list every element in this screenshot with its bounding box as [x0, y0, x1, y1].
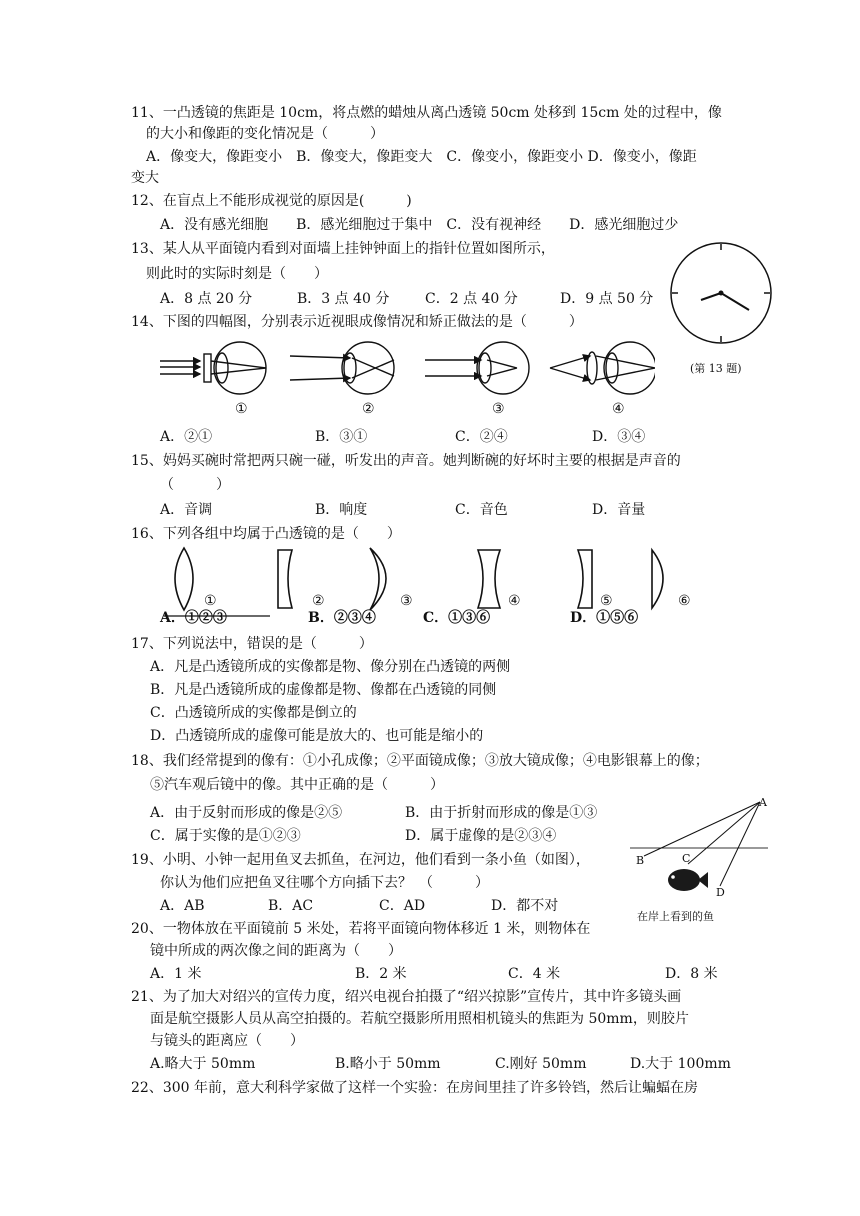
q17-stem: 17、下列说法中，错误的是（ ） — [131, 636, 373, 652]
q13-option-a: A．8 点 20 分 — [160, 291, 253, 307]
q20-option-c: C．4 米 — [508, 966, 561, 982]
q19-option-d: D．都不对 — [491, 898, 559, 914]
q16-option-b: B．②③④ — [308, 610, 376, 626]
q14-option-a: A．②① — [160, 429, 213, 445]
q16-fig-label-1: ① — [204, 593, 217, 609]
q18-option-b: B．由于折射而形成的像是①③ — [405, 805, 598, 821]
q18-stem-line2: ⑤汽车观后镜中的像。其中正确的是（ ） — [150, 777, 444, 793]
q20-option-a: A．1 米 — [150, 966, 202, 982]
q19-option-c: C．AD — [379, 898, 426, 914]
q17-option-c: C．凸透镜所成的实像都是倒立的 — [150, 705, 357, 721]
q19-label-d: D — [716, 886, 725, 899]
q15-option-a: A．音调 — [160, 502, 213, 518]
q21-stem-line1: 21、为了加大对绍兴的宣传力度，绍兴电视台拍摄了“绍兴掠影”宣传片，其中许多镜头画 — [131, 989, 682, 1005]
q14-option-d: D．③④ — [592, 429, 646, 445]
q20-option-d: D．8 米 — [665, 966, 718, 982]
q19-option-b: B．AC — [268, 898, 314, 914]
q21-stem-line2: 面是航空摄影人员从高空拍摄的。若航空摄影所用照相机镜头的焦距为 50mm，则胶片 — [150, 1011, 689, 1027]
q20-stem-line1: 20、一物体放在平面镜前 5 米处，若将平面镜向物体移近 1 米，则物体在 — [131, 921, 591, 937]
q14-fig-label-2: ② — [362, 401, 375, 417]
q12-options: A．没有感光细胞 B．感光细胞过于集中 C．没有视神经 D．感光细胞过少 — [160, 217, 679, 233]
q18-stem-line1: 18、我们经常提到的像有：①小孔成像；②平面镜成像；③放大镜成像；④电影银幕上的像； — [131, 753, 709, 769]
q14-fig-label-1: ① — [235, 401, 248, 417]
q19-label-a: A — [759, 796, 767, 809]
q13-stem-line2: 则此时的实际时刻是（ ） — [146, 266, 328, 282]
q15-option-d: D．音量 — [592, 502, 646, 518]
q11-stem-line1: 11、一凸透镜的焦距是 10cm，将点燃的蜡烛从离凸透镜 50cm 处移到 15cm 处的过程中，像 — [131, 105, 722, 121]
q16-fig-label-2: ② — [312, 593, 325, 609]
q19-label-b: B — [636, 854, 645, 867]
q16-option-a: A．①②③ — [160, 610, 227, 626]
q13-option-b: B．3 点 40 分 — [297, 291, 390, 307]
q14-option-b: B．③① — [315, 429, 368, 445]
q13-figure-caption: (第 13 题) — [690, 362, 742, 375]
q16-option-d: D．①⑤⑥ — [570, 610, 639, 626]
q18-option-a: A．由于反射而形成的像是②⑤ — [150, 805, 343, 821]
q11-stem-line2: 的大小和像距的变化情况是（ ） — [146, 126, 384, 142]
q17-option-d: D．凸透镜所成的虚像可能是放大的、也可能是缩小的 — [150, 728, 484, 744]
q15-stem-line2: （ ） — [160, 477, 230, 493]
clock-figure — [667, 240, 775, 346]
q11-options: A．像变大，像距变小 B．像变大，像距变大 C．像变小，像距变小 D．像变小，像距 — [146, 149, 697, 165]
q21-option-a: A.略大于 50mm — [150, 1056, 256, 1072]
q15-stem-line1: 15、妈妈买碗时常把两只碗一碰，听发出的声音。她判断碗的好坏时主要的根据是声音的 — [131, 453, 681, 469]
q15-option-b: B．响度 — [315, 502, 368, 518]
q17-option-a: A．凡是凸透镜所成的实像都是物、像分别在凸透镜的两侧 — [150, 659, 511, 675]
q14-stem: 14、下图的四幅图，分别表示近视眼成像情况和矫正做法的是（ ） — [131, 314, 583, 330]
q16-stem: 16、下列各组中均属于凸透镜的是（ ） — [131, 526, 401, 542]
q19-figure-caption: 在岸上看到的鱼 — [637, 910, 714, 923]
q11-options-wrap: 变大 — [131, 170, 159, 186]
q20-stem-line2: 镜中所成的两次像之间的距离为（ ） — [150, 943, 402, 959]
q13-stem-line1: 13、某人从平面镜内看到对面墙上挂钟钟面上的指针位置如图所示， — [131, 241, 555, 257]
q13-option-d: D．9 点 50 分 — [560, 291, 654, 307]
q20-option-b: B．2 米 — [355, 966, 407, 982]
q21-stem-line3: 与镜头的距离应（ ） — [150, 1033, 304, 1049]
q18-option-c: C．属于实像的是①②③ — [150, 828, 301, 844]
q14-fig-label-3: ③ — [492, 401, 505, 417]
q19-stem-line2: 你认为他们应把鱼叉往哪个方向插下去？ （ ） — [160, 875, 489, 891]
q21-option-c: C.刚好 50mm — [495, 1056, 587, 1072]
q16-fig-label-5: ⑤ — [600, 593, 613, 609]
q21-option-b: B.略小于 50mm — [335, 1056, 441, 1072]
q18-option-d: D．属于虚像的是②③④ — [405, 828, 557, 844]
q19-label-c: C — [682, 852, 691, 865]
q16-fig-label-4: ④ — [508, 593, 521, 609]
q19-option-a: A．AB — [160, 898, 205, 914]
q16-fig-label-3: ③ — [400, 593, 413, 609]
q22-stem: 22、300 年前，意大利科学家做了这样一个实验：在房间里挂了许多铃铛，然后让蝙蝠在房 — [131, 1080, 698, 1096]
q15-option-c: C．音色 — [455, 502, 508, 518]
q17-option-b: B．凡是凸透镜所成的虚像都是物、像都在凸透镜的同侧 — [150, 682, 497, 698]
q16-option-c: C．①③⑥ — [423, 610, 491, 626]
q21-option-d: D.大于 100mm — [630, 1056, 731, 1072]
q13-option-c: C．2 点 40 分 — [425, 291, 518, 307]
q12-stem: 12、在盲点上不能形成视觉的原因是( ) — [131, 193, 412, 209]
q19-stem-line1: 19、小明、小钟一起用鱼叉去抓鱼，在河边，他们看到一条小鱼（如图）， — [131, 852, 590, 868]
q14-fig-label-4: ④ — [612, 401, 625, 417]
q16-fig-label-6: ⑥ — [678, 593, 691, 609]
q14-option-c: C．②④ — [455, 429, 508, 445]
